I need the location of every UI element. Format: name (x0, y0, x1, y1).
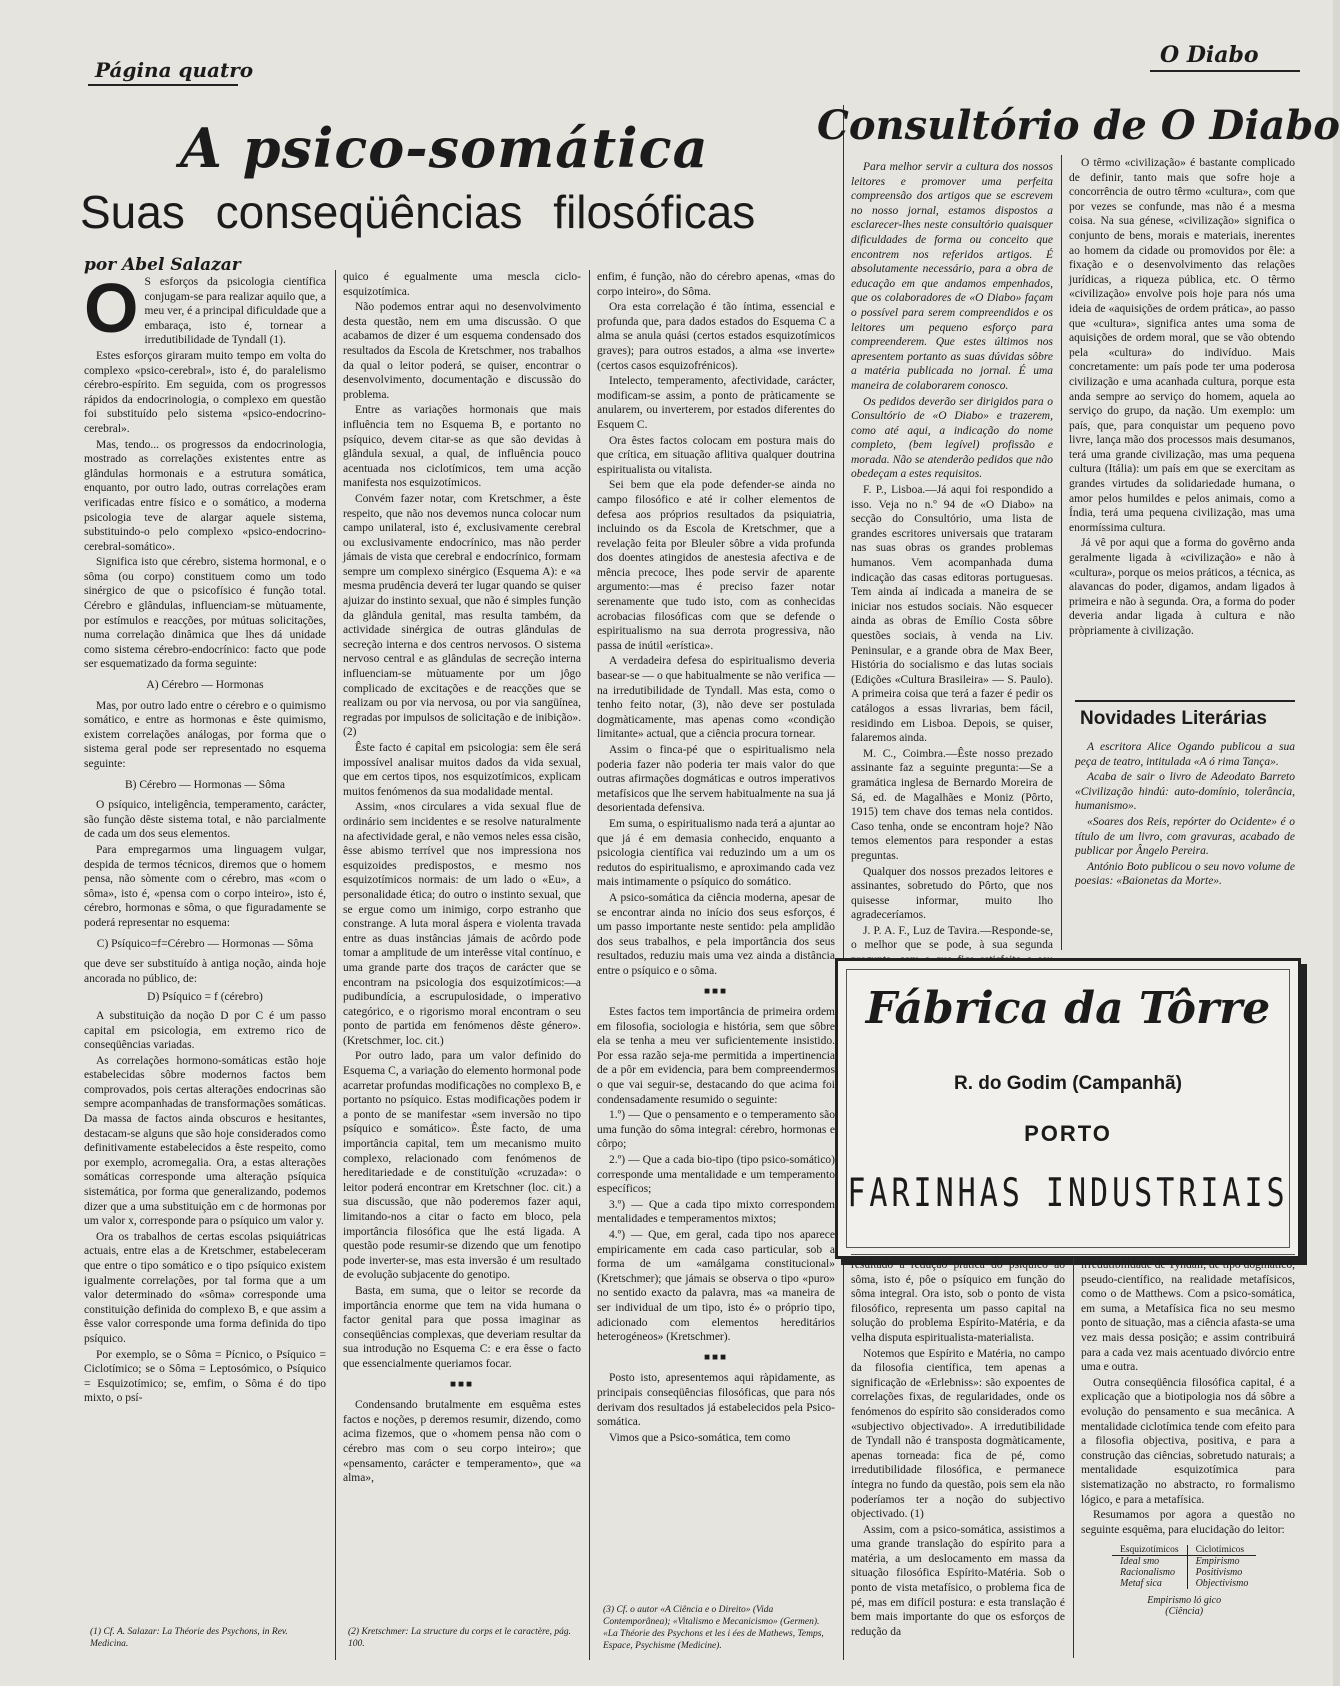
paragraph: Em suma, o espiritualismo nada terá a ajuntar ao que já é em demasia conhecido, enquanto a psicologia científica vai reduzindo um a um os redutos do espiritualismo, e aproximando cada vez mais intimamente o psíquico do somático. (597, 817, 835, 889)
footnote-1: (1) Cf. A. Salazar: La Théorie des Psychons, in Rev. Medicina. (90, 1627, 288, 1649)
paragraph: Sei bem que ela pode defender-se ainda no campo filosófico e até ir colher elementos de defesa aos próprios resultados da psiquiatria, incluindo os da Escola de Kretschmer, que a revelação feita por Bleuler sôbre a vida profunda dos doentes atingidos de anestesia afectiva e de mência precoce, lhes pode servir de aparente argumento:—mas é preciso fazer notar serenamente que tudo isto, com as conhecidas acrobacias filosóficas com que se defende o espiritualismo na sua derrota progressiva, não passa de inútil «erística». (597, 479, 835, 652)
paragraph: Por outro lado, para um valor definido do Esquema C, a variação do elemento hormonal pode acarretar profundas modificações no complexo B, e portanto no psíquico. Estas modificações podem ir a ponto de se manifestar «sem inversão no tipo psíquico e somático». Êste facto, de uma importância capital, tem um mecanismo muito complexo, relacionado com fenómenos de hereditariedade e de constituïção «cruzada»: o leitor poderá encontrar em Kretschner (loc. cit.) a sua discussão, que não poderemos fazer aqui, limitando-nos a citar o facto em bloco, pela importância filosófica que lhe está ligada. A questão pode resumir-se dizendo que um fenotipo pode inverter-se, mas esta inversão é um resultado de evolução subjacente do genotipo. (343, 1050, 581, 1282)
advert-name: Fábrica da Tôrre (865, 983, 1271, 1034)
novidades-title: Novidades Literárias (1080, 708, 1267, 729)
paragraph: Assim, «nos circulares a vida sexual flue de ordinário sem incidentes e se resolve naturalmente na afectividade geral, e não vemos neles essa cisão, êsse abismo terrível que nos impressiona nos esquizoides predispostos, e mesmo nos esquizotímicos normais: de um lado o «Eu», a personalidade ética; do outro o instinto sexual, que se ergue como um inimigo, corpo estranho que constrange. A luta moral áspera e violenta travada entre as duas instâncias jámais de acôrdo pode tomar a amplitude de um interêsse vital contínuo, e uma grande parte dos traços de carácter que se encontram na psicologia dos esquizotímicos:—a pudibundícia, a escrupulosidade, o imperativo categórico, e o rigorismo moral encontram o seu ponto de partida em fenómenos dêste género». (Kretschmer, loc. cit.) (343, 801, 581, 1047)
paragraph: O têrmo «civilização» é bastante complicado de definir, tanto mais que sofre hoje a concorrência de outro têrmo «cultura», com que por vezes se confunde, mas não é a mesma coisa. Na sua génese, «civilização» significa o conjunto de bens, morais e materiais, inerentes ao homem da cidade ou promovidos por êle: a fixação e o desenvolvimento das relações jurídicas, a riqueza pública, etc. O têrmo «civilização» envolve pois hoje para nós uma ideia de «aquisições de ordem prática», ao passo que «cultura», significa antes uma soma de aquisições de ordem moral, que se vão obtendo pela «cultura» do indivíduo. Mais concretamente: um país pode ter uma poderosa civilização e uma acanhada cultura, porque esta anda sempre ao serviço do homem, aquela ao serviço do grupo, da nação. Um exemplo: um país, que, para conquistar um pequeno povo livre, lança mão dos processos mais desumanos, terá uma grande civilização, mas uma pequena cultura (Itália): um país em que se exercitam as grandes virtudes da solidariedade humana, o amor pelos humildes e pelos animais, como a Índia, terá uma pequena civilização, mas uma enormíssima cultura. (1069, 157, 1295, 534)
paragraph: Convém fazer notar, com Kretschmer, a êste respeito, que não nos devemos nunca colocar num campo unilateral, isto é, exclusivamente cerebral ou exclusivamente endocrínico, mas não perder jámais de vista que cerebral e endocrínico, formam sempre um complexo sinérgico (Esquema A): e «a mesma prudência deverá ter lugar quando se quiser ajuizar do instinto sexual, que não é simples função da glândula genital, mas resulta também, da actividade sinérgica de outras glândulas de secreção interna e dos centros nervosos. O sistema nervoso central e as glândulas de secreção interna influenciam-se mùtuamente por um jôgo complicado de excitações e de reacções que se realizam ou por via nervosa, ou por via sangüínea, regradas por impulsos de solicitação e de inibição». (2) (343, 492, 581, 739)
paragraph: Mas, tendo... os progressos da endocrinologia, mostrado as correlações existentes entre as glândulas hormonais e a estrutura somática, enquanto, por outro lado, outras correlações eram verificadas entre físico e o somático, a moderna psicologia teve de alargar aquele sistema, substituindo-o pelo complexo «psico-endocrino-cerebral-somático». (84, 438, 326, 553)
article-subtitle: Suas conseqüências filosóficas (80, 186, 756, 238)
paragraph: Intelecto, temperamento, afectividade, carácter, modificam-se assim, a ponto de pràticamente se anularem, ou inverterem, por estados diferentes do Esquem C. (597, 375, 835, 431)
scheme-table (1112, 1545, 1256, 1589)
advert-city: PORTO (1024, 1121, 1112, 1146)
scheme-cell: Ideal smo (1120, 1556, 1160, 1567)
scheme-cell: Empirismo (1187, 1556, 1256, 1568)
scheme-a: A) Cérebro — Hormonas (146, 679, 264, 692)
list-item: 3.º) — Que a cada tipo mixto correspondem mentalidades e temperamentos mixtos; (597, 1198, 835, 1226)
novidades-top-rule (1075, 700, 1295, 702)
paragraph: Notemos que Espírito e Matéria, no campo da filosofia científica, tem apenas a significação de «Erlebniss»: são expoentes de correlações fixas, de regularidades, onde os fenómenos do espírito são considerados como «subjectivo objectivado». A irredutibilidade de Tyndall não é transposta dogmàticamente, apenas torneada: fica de pé, como irredutibilidade filosófica, e permanece íntegra no fundo da questão, pois sem ela não poderíamos ter a noção do subjectivo objectivado. (1) (851, 1347, 1065, 1521)
paragraph: Outra conseqüência filosófica capital, é a explicação que a biotipologia nos dá sôbre a evolução do pensamento e sua mecânica. A mentalidade ciclotímica tende com efeito para a filosofia objectiva, positiva, e para a construção das ciências, sobretudo naturais; a mentalidade esquizotímica para sistematização no abstracto, ro formalismo lógico, e para a metafísica. (1081, 1376, 1295, 1506)
novidades-item: «Soares dos Reis, repórter do Ocidente» é o título de um livro, com gravuras, acabado de publicar por Ângelo Pereira. (1075, 815, 1295, 858)
novidades-item: Acaba de sair o livro de Adeodato Barreto «Civilização hindú: auto-domínio, tolerância, humanismo». (1075, 771, 1295, 813)
scheme-cell: Racionalismo (1120, 1567, 1175, 1578)
scheme-c: C) Psíquico=f=Cérebro — Hormonas — Sôma (96, 937, 314, 950)
consultorio-answer: F. P., Lisboa.—Já aqui foi respondido a isso. Veja no n.º 94 de «O Diabo» na secção do Consultório, uma lista de grandes escritores universais que trataram nas suas obras os grandes problemas humanos. Vem acompanhada duma indicação das casas editoras portuguesas. Tem ainda aí indicada a maneira de se iniciar nos estudos sociais. Não esquecer ainda as obras de Emílio Costa sôbre questões sociais, à venda na Liv. Peninsular, e a grande obra de Max Beer, História do socialismo e das lutas sociais (Edições «Cultura Brasileira» — S. Paulo). A primeira coisa que terá a fazer é pedir os catálogos a essas livrarias, bem fácil, residindo em Lisboa. Depois, se quiser, falaremos ainda. (851, 484, 1053, 745)
column-rule (589, 270, 590, 1660)
scheme-bottom: Empirismo ló gico (1147, 1595, 1222, 1606)
paragraph: A substituição da noção D por C é um passo capital em psicologia, em extremo rico de conseqüências variadas. (84, 1009, 326, 1052)
consultorio-title: Consultório de O Diabo (817, 102, 1340, 149)
drop-cap: O (84, 269, 139, 347)
list-item: 4.º) — Que, em geral, cada tipo nos aparece empiricamente em cada caso particular, sob a forma de um «amálgama constitucional» (Kretschmer); que jámais se observa o tipo «puro» no sentido exacto da palavra, mas «a maneira de ser individual de um tipo, isto é» o próprio tipo, adicionado com elementos hereditários heterogéneos» (Kretschmer). (597, 1229, 835, 1344)
section-break: ■■■ (703, 985, 729, 997)
novidades-item: A escritora Alice Ogando publicou a sua peça de teatro, intitulada «A ó rima Tança». (1075, 741, 1295, 768)
consultorio-side-column (1069, 156, 1295, 701)
advert-address: R. do Godim (Campanhã) (954, 1073, 1182, 1094)
paragraph: enfim, é função, não do cérebro apenas, «mas do corpo inteiro», do Sôma. (597, 271, 835, 298)
advertisement-box (835, 958, 1301, 1259)
footnote-3: (3) Cf. o autor «A Ciência e o Direito» (Vida Contemporânea); «Vitalismo e Mecanicismo» (Germen). «La Théorie des Psychons et les i ées de Mathews, Temps, Espace, Psychisme (Medicine). (603, 1605, 824, 1651)
article-column-1 (84, 269, 326, 1610)
philosophy-scheme (1112, 1545, 1256, 1617)
scheme-cell: Objectivismo (1187, 1578, 1256, 1589)
paragraph: Significa isto que cérebro, sistema hormonal, e o sôma (ou corpo) constituem como um todo sinérgico de que o psicofísico é função total. Cérebro e glândulas, influenciam-se mùtuamente, por estímulos e reacções, por mútuas solicitações, numa correlação dinâmica que lhes dá unidade como sistema cérebro-endocrínico: facto que pode ser esquematizado da forma seguinte: (84, 556, 326, 671)
article-column-3 (597, 270, 835, 1595)
column-rule (1073, 1258, 1074, 1658)
page-label: Página quatro (95, 58, 254, 82)
paragraph: S esforços da psicologia científica conjugam-se para realizar aquilo que, a meu ver, é a principal dificuldade que a embaraça, isto é, tornear a irredutibilidade de Tyndall (1). (144, 276, 326, 347)
paragraph: Assim o finca-pé que o espiritualismo nela poderia fazer não poderia ter mais valor do que outras afirmações dogmáticas e outros imperativos metafísicos que lhe servem habitualmente na sua já desorientada defensiva. (597, 744, 835, 815)
paragraph: resultado a redução prática do psíquico ao sôma, isto é, pôe o psíquico em função do sôma integral. Ora isto, sob o ponto de vista filosófico, representa um passo capital na solução do problema Espírito-Matéria, e da velha disputa espiritualista-materialista. (851, 1259, 1065, 1344)
consultorio-pedidos: Os pedidos deverão ser dirigidos para o Consultório de «O Diabo» e trazerem, como até aqui, a indicação do nome completo, (bem legível) profissão e morada. Não se atenderão pedidos que não obedeçam a estes requisitos. (851, 395, 1053, 481)
consultorio-column (851, 160, 1053, 950)
paragraph: Posto isto, apresentemos aqui ràpidamente, as principais conseqüências filosóficas, que para nós derivam dos resultados já estabelecidos pela Psico-somática. (597, 1372, 835, 1429)
column-rule (1061, 155, 1062, 950)
column-rule (335, 270, 336, 1660)
paragraph: Já vê por aqui que a forma do govêrno anda geralmente ligada à «civilização» e não à «cultura», porque os meios práticos, a técnica, as alavancas do poder, digamos, andam ligados à primeira e não à segunda. Ora, a forma do poder deveria andar ligada à cultura e não pròpriamente à civilização. (1069, 537, 1295, 637)
paragraph: Vimos que a Psico-somática, tem como (609, 1431, 791, 1444)
list-item: 2.º) — Que a cada bio-tipo (tipo psico-somático) corresponde uma mentalidade e um temperamento específicos; (597, 1154, 835, 1196)
paragraph: Êste facto é capital em psicologia: sem êle será impossível analisar muitos dados da vida sexual, que em certos tipos, nos esquizotímicos, explicam muitos fenómenos da sua modalidade mental. (343, 742, 581, 798)
paragraph: As correlações hormono-somáticas estão hoje estabelecidas sôbre modernos factos bem comprovados, pois certas alterações endocrinas são sempre acompanhadas de transformações somáticas. Da massa de factos ainda obscuros e hesitantes, destacam-se alguns que são hoje considerados como definitivamente estabelecidos a êste respeito, como por exemplo, acromegalia. Ora, a estas alterações somáticas corresponde uma alteração psíquica sistemática, por forma que generalizando, podemos dizer que a uma substituição em c de hormonas por um valor x, corresponde para o psíquico um valor y. (84, 1054, 326, 1228)
paragraph: Não podemos entrar aqui no desenvolvimento desta questão, nem em uma discussão. O que acabamos de dizer é um esquema condensado dos resultados da Escola de Kretschmer, nos trabalhos da qual o leitor poderá, se quiser, encontrar o desenvolvimento, documentação e discussão do problema. (343, 301, 581, 401)
paragraph: O psíquico, inteligência, temperamento, carácter, são função dêste sistema total, e não parcialmente de cada um dos seus elementos. (84, 799, 326, 841)
consultorio-answer: M. C., Coimbra.—Êste nosso prezado assinante faz a seguinte pregunta:—Se a gramática inglesa de Bernardo Moreira de Sá, ed. de Magalhães e Moniz (Pôrto, 1915) tem chave dos temas nela contidos. Caso tenha, onde se encontram hoje? Não temos elementos para responder a estas preguntas. (851, 747, 1053, 862)
continuation-rule (851, 1254, 1295, 1255)
scheme-header-b: Ciclotímicos (1187, 1545, 1256, 1556)
paragraph: A psico-somática da ciência moderna, apesar de se encontrar ainda no início dos seus esforços, é um passo importante neste sentido: pela amplidão dos seus trabalhos, e pela importância dos seus resultados, reduziu mais uma vez ainda a distância entre o psíquico e o sôma. (597, 891, 835, 977)
paragraph: Ora os trabalhos de certas escolas psiquiátricas actuais, entre elas a de Kretschmer, estabeleceram que entre o tipo somático e o tipo psíquico existem igualmente correlações, por tal forma que a um valor determinado do «sôma» corresponde uma constituição definida do complexo B, e que assim a êsse valor corresponde uma forma definida do tipo psíquico. (84, 1230, 326, 1345)
paragraph: Condensando brutalmente em esquêma estes factos e noções, p deremos resumir, dizendo, como acima fizemos, que o «homem pensa não com o cérebro mas com o seu corpo inteiro»; que «pensamento, carácter e temperamento», que «a alma», (343, 1399, 581, 1485)
paragraph: A verdadeira defesa do espiritualismo deveria basear-se — o que habitualmente se não verifica — na irredutibilidade de Tyndall. Mas esta, como o tenho feito notar, (3), não deve ser postulada dogmàticamente, mas apenas como «condição limitante» actual, que a ciência procura tornear. (597, 655, 835, 741)
article-title: A psico-somática (180, 116, 709, 180)
footnote-2: (2) Kretschmer: La structure du corps et le caractère, pág. 100. (348, 1627, 571, 1649)
header-rule-left (88, 84, 238, 86)
paper-name: O Diabo (1160, 42, 1259, 68)
paragraph: Assim, com a psico-somática, assistimos a uma grande translação do espírito para a matéria, a um deslocamento em massa da situação filosófica Espírito-Matéria. Sob o ponto de vista metafísico, o problema fica de pé, mas em difícil postura: e esta translação é bem mais importante do que os esforços de redução da (851, 1523, 1065, 1638)
consultorio-answer: J. P. A. F., Luz de Tavira.—Responde-se, o melhor que se pode, à sua segunda (851, 924, 1053, 952)
paragraph: Entre as variações hormonais que mais influência tem no Esquema B, e portanto no psíquico, devem citar-se as que são devidas à glândula sexual, a qual, de influência pouco acentuada nos ciclotímicos, tem uma acção manifesta nos esquizotímicos. (343, 404, 581, 490)
paragraph: Por exemplo, se o Sôma = Pícnico, o Psíquico = Ciclotímico; se o Sôma = Leptosómico, o Psíquico = Esquizotímico; se, emfim, o Sôma é do tipo mixto, o psí- (84, 1348, 326, 1405)
scheme-d: D) Psíquico = f (cérebro) (147, 991, 263, 1004)
scheme-bottom-sub: (Ciência) (1165, 1606, 1204, 1617)
scheme-header-a: Esquizotímicos (1112, 1545, 1187, 1556)
article-continuation-left (851, 1258, 1065, 1658)
paragraph: Basta, em suma, que o leitor se recorde da importância enorme que tem na vida humana o factor genital para que possa imaginar as conseqüências complexas, que deveriam resultar da sua introdução no Esquema C: e era êsse o facto que essencialmente queriamos focar. (343, 1284, 581, 1370)
consultorio-answer: Qualquer dos nossos prezados leitores e assinantes, sobretudo do Pôrto, que nos quisesse informar, muito lho agradeceríamos. (851, 865, 1053, 922)
paragraph: Estes factos tem importância de primeira ordem em filosofia, sociologia e história, sem que sôbre ela se tenha a meu ver suficientemente insistido. Por essa razão seja-me permitida a impertinencia de a pôr em evidencia, para bem compreendermos o que vai seguir-se, destacando do que acima foi condensadamente resumido o seguinte: (597, 1006, 835, 1106)
section-break: ■■■ (703, 1351, 729, 1363)
paragraph: Mas, por outro lado entre o cérebro e o quimismo somático, e entre as hormonas e êste quimismo, existem correlações análogas, por forma que o sistema geral pode ser representado no esquema seguinte: (84, 699, 326, 770)
paragraph: Resumamos por agora a questão no seguinte esquêma, para elucidação do leitor: (1081, 1509, 1295, 1536)
paragraph: Para empregarmos uma linguagem vulgar, despida de termos técnicos, diremos que o homem pensa, não sòmente com o cérebro, mas «com o sôma», isto é, «pensa com o corpo inteiro», isto é, cérebro, hormonas e sôma, o que figuradamente se poderá representar no esquema: (84, 843, 326, 929)
section-break: ■■■ (449, 1378, 475, 1390)
article-byline: por Abel Salazar (84, 255, 241, 275)
article-column-2 (343, 270, 581, 1615)
paragraph: Estes esforços giraram muito tempo em volta do complexo «psico-cerebral», isto é, do paralelismo cérebro-espírito. Em seguida, com os progressos rápidos da endocrinologia, o complexo em questão foi substituído pelo sistema «psico-endocrino-cerebral». (84, 349, 326, 435)
article-continuation-right (1081, 1258, 1295, 1536)
novidades-column (1075, 740, 1295, 950)
scheme-cell: Positivismo (1187, 1567, 1256, 1578)
paragraph: irredutibilidade de Tyndall, de tipo dogmático, pseudo-científico, na realidade metafísicos, como o de Matthews. Com a psico-somática, em suma, a Metafísica fica no seu mesmo ponto de situação, mas a ciência afasta-se uma vez mais dessa posição; e assim contribuirá para a cada vez mais acentuado divórcio entre uma e outra. (1081, 1259, 1295, 1374)
paragraph: quico é egualmente uma mescla ciclo-esquizotímica. (343, 271, 581, 298)
paragraph: que deve ser substituído à antiga noção, ainda hoje ancorada no público, de: (84, 958, 326, 985)
novidades-item: António Boto publicou o seu novo volume de poesias: «Baionetas da Morte». (1075, 860, 1295, 888)
advert-product: FARINHAS INDUSTRIAIS (847, 1170, 1289, 1217)
header-rule-right (1150, 70, 1300, 72)
column-rule (843, 105, 844, 1660)
scheme-b: B) Cérebro — Hormonas — Sôma (124, 778, 286, 791)
paragraph: Ora esta correlação é tão íntima, essencial e profunda que, para dados estados do Esquema C a alma se anula quási (certos estados esquizotímicos graves); para outros estados, a alma «se inverte» (certos casos esquizofrénicos). (597, 301, 835, 372)
list-item: 1.º) — Que o pensamento e o temperamento são uma função do sôma integral: cérebro, hormonas e côrpo; (597, 1109, 835, 1151)
consultorio-intro: Para melhor servir a cultura dos nossos leitores e promover uma perfeita compreensão dos artigos que se escrevem no nosso jornal, estamos dispostos a esclarecer-lhes neste consultório quaisquer dificuldades de forma ou conceito que encontrem nos referidos artigos. É absolutamente necessário, para a obra de educação em que andamos empenhados, que os colaboradores de «O Diabo» façam o possível para serem compreendidos e os leitores um pequeno esforço para compreenderem. Que estes últimos nos apresentem portanto as suas dúvidas sôbre a matéria publicada no jornal. É uma maneira de colaborarem conosco. (851, 161, 1053, 392)
scheme-cell: Metaf sica (1120, 1578, 1162, 1589)
paragraph: Ora êstes factos colocam em postura mais do que crítica, em situação aflitiva qualquer doutrina espiritualista ou vitalista. (597, 434, 835, 476)
